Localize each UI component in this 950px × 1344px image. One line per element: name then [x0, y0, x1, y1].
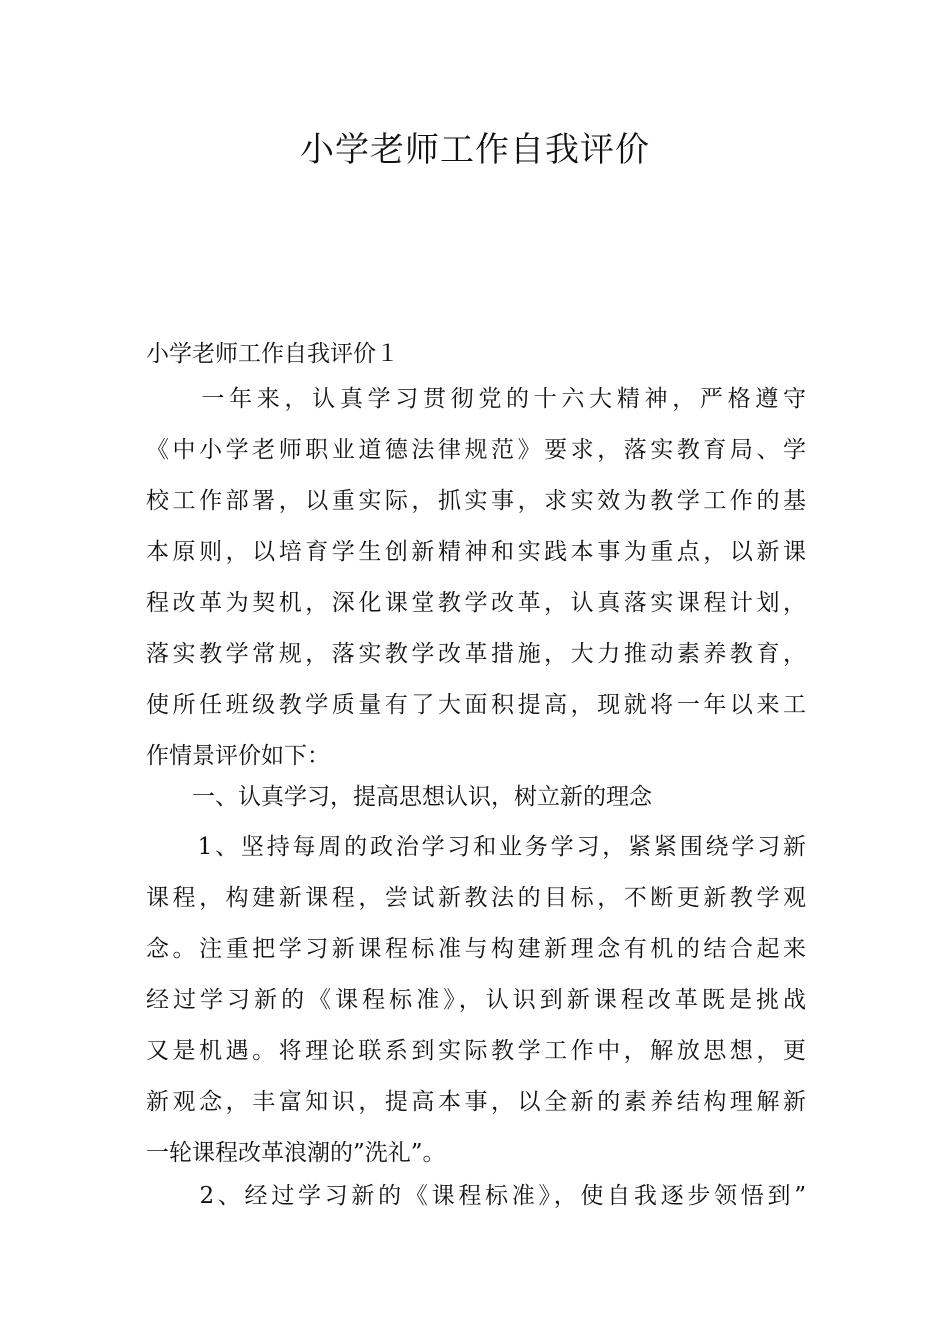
paragraph-1 — [146, 374, 806, 782]
text-line: 本原则，以培育学生创新精神和实践本事为重点，以新课 — [146, 539, 806, 565]
text-line: 使所任班级教学质量有了大面积提高，现就将一年以来工 — [146, 692, 806, 718]
paragraph-2 — [146, 772, 806, 823]
section-heading: 小学老师工作自我评价１ — [146, 341, 399, 367]
text-line: 2、经过学习新的《课程标准》，使自我逐步领悟到” — [146, 1183, 806, 1209]
section-subheading: 一、认真学习，提高思想认识，树立新的理念 — [146, 784, 652, 810]
text-line: 新观念，丰富知识，提高本事，以全新的素养结构理解新 — [146, 1089, 806, 1115]
text-line: 《中小学老师职业道德法律规范》要求，落实教育局、学 — [146, 437, 806, 463]
paragraph-4 — [146, 1171, 806, 1222]
text-line: 一年来，认真学习贯彻党的十六大精神，严格遵守 — [146, 386, 806, 412]
text-line: 课程，构建新课程，尝试新教法的目标，不断更新教学观 — [146, 885, 806, 911]
text-line: 一轮课程改革浪潮的”洗礼”。 — [146, 1140, 446, 1166]
text-line: 1、坚持每周的政治学习和业务学习，紧紧围绕学习新 — [146, 834, 806, 860]
text-line: 落实教学常规，落实教学改革措施，大力推动素养教育， — [146, 641, 806, 667]
paragraph-3 — [146, 822, 806, 1179]
text-line: 校工作部署，以重实际，抓实事，求实效为教学工作的基 — [146, 488, 806, 514]
text-line: 又是机遇。将理论联系到实际教学工作中，解放思想，更 — [146, 1038, 806, 1064]
text-line: 程改革为契机，深化课堂教学改革，认真落实课程计划， — [146, 590, 806, 616]
text-line: 经过学习新的《课程标准》，认识到新课程改革既是挑战 — [146, 987, 806, 1013]
document-title: 小学老师工作自我评价 — [300, 130, 650, 170]
text-line: 作情景评价如下： — [146, 743, 330, 769]
text-line: 念。注重把学习新课程标准与构建新理念有机的结合起来 — [146, 936, 806, 962]
